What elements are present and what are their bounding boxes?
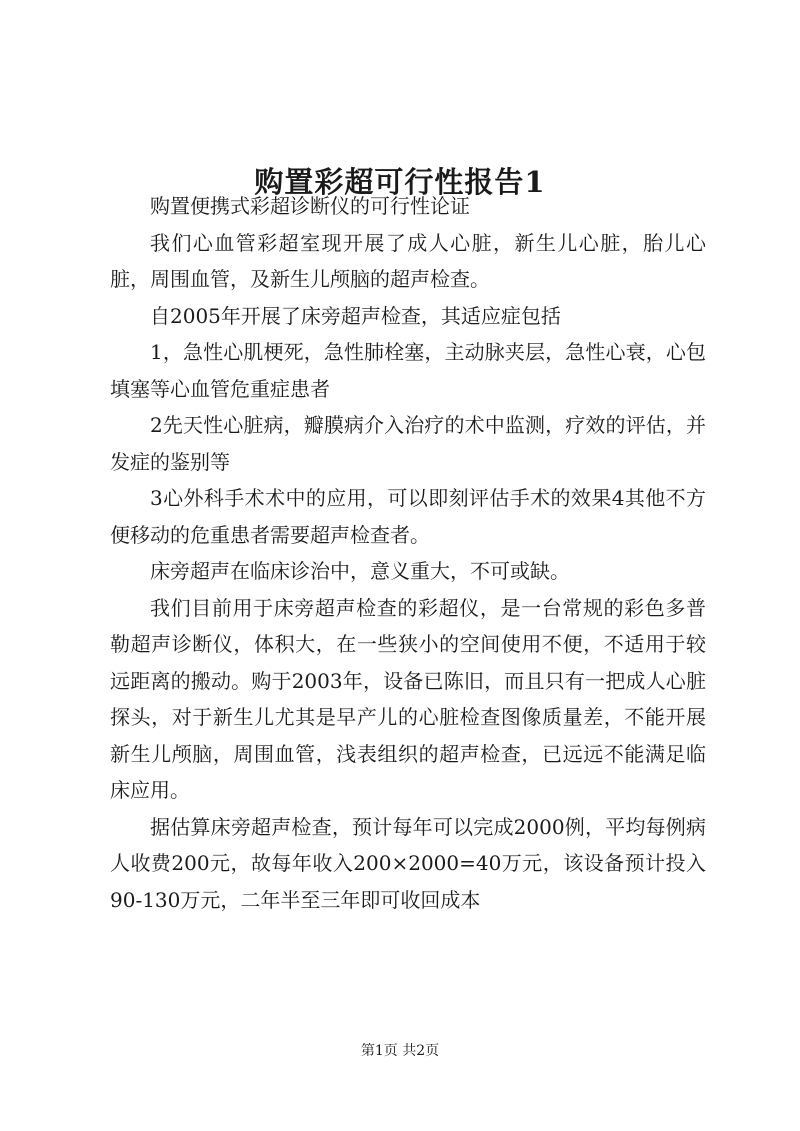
paragraph-subtitle: 购置便携式彩超诊断仪的可行性论证 (150, 194, 470, 218)
paragraph-indication-2: 2先天性心脏病，瓣膜病介入治疗的术中监测，疗效的评估，并发症的鉴别等 (110, 413, 706, 474)
paragraph-cost-estimate: 据估算床旁超声检查，预计每年可以完成2000例，平均每例病人收费200元，故每年收入200×2000=40万元，该设备预计投入90-130万元，二年半至三年即可收回成本 (110, 814, 706, 912)
page-footer: 第1页 共2页 (360, 1043, 440, 1059)
document-title: 购置彩超可行性报告1 (254, 165, 546, 200)
paragraph-significance: 床旁超声在临床诊治中，意义重大，不可或缺。 (150, 559, 570, 583)
paragraph-current-equipment: 我们目前用于床旁超声检查的彩超仪，是一台常规的彩色多普勒超声诊断仪，体积大，在一些狭小的空间使用不便，不适用于较远距离的搬动。购于2003年，设备已陈旧，而且只有一把成人心脏探头，对于新生儿尤其是早产儿的心脏检查图像质量差，不能开展新生儿颅脑，周围血管，浅表组织的超声检查，已远远不能满足临床应用。 (110, 595, 706, 802)
paragraph-indication-1: 1，急性心肌梗死，急性肺栓塞，主动脉夹层，急性心衰，心包填塞等心血管危重症患者 (110, 340, 706, 401)
paragraph-indication-3: 3心外科手术术中的应用，可以即刻评估手术的效果4其他不方便移动的危重患者需要超声检查者。 (110, 486, 706, 547)
paragraph-services: 我们心血管彩超室现开展了成人心脏，新生儿心脏，胎儿心脏，周围血管，及新生儿颅脑的超声检查。 (110, 230, 706, 291)
paragraph-bedside-intro: 自2005年开展了床旁超声检查，其适应症包括 (150, 303, 561, 328)
document-body (110, 188, 706, 918)
